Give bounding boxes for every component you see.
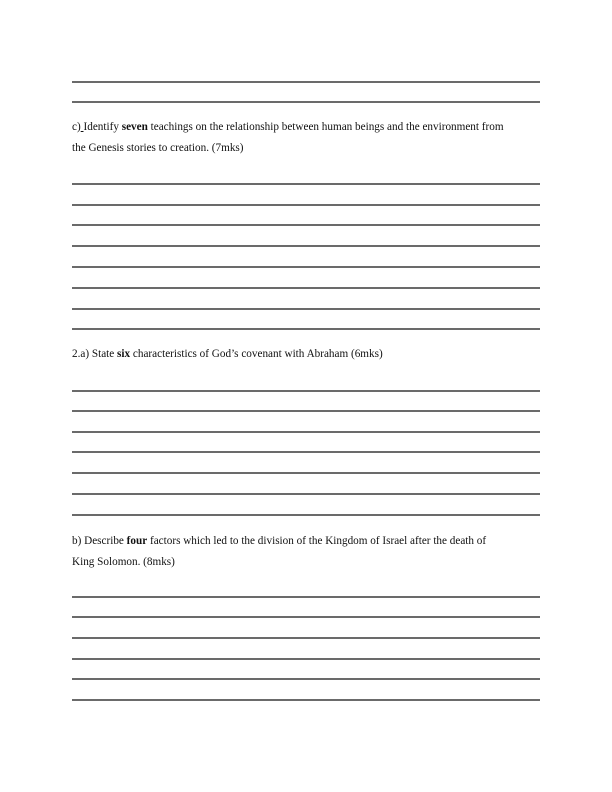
answer-line bbox=[72, 493, 540, 495]
answer-line bbox=[72, 514, 540, 516]
answer-line bbox=[72, 390, 540, 392]
answer-line bbox=[72, 183, 540, 185]
question-1c-text bbox=[72, 117, 542, 159]
answer-line bbox=[72, 410, 540, 412]
answer-line bbox=[72, 451, 540, 453]
question-2b-text bbox=[72, 531, 542, 573]
answer-line bbox=[72, 204, 540, 206]
answer-line bbox=[72, 658, 540, 660]
answer-line bbox=[72, 637, 540, 639]
answer-line bbox=[72, 678, 540, 680]
question-prefix: c) bbox=[72, 121, 81, 133]
answer-line bbox=[72, 224, 540, 226]
answer-line bbox=[72, 245, 540, 247]
question-prefix: 2.a) State bbox=[72, 348, 118, 360]
answer-line bbox=[72, 81, 540, 83]
question-2a-text bbox=[72, 344, 542, 365]
answer-line bbox=[72, 699, 540, 701]
answer-line bbox=[72, 616, 540, 618]
answer-line bbox=[72, 308, 540, 310]
answer-line bbox=[72, 431, 540, 433]
question-prefix: b) Describe bbox=[72, 535, 127, 547]
answer-line bbox=[72, 596, 540, 598]
question-text: factors which led to the division of the Kingdom of Israel after the death of bbox=[147, 535, 487, 547]
question-text: Identify bbox=[83, 121, 122, 133]
question-keyword: seven bbox=[121, 121, 148, 133]
answer-line bbox=[72, 328, 540, 330]
question-keyword: four bbox=[126, 535, 148, 547]
answer-line bbox=[72, 287, 540, 289]
answer-line bbox=[72, 266, 540, 268]
question-text: teachings on the relationship between human beings and the environment from bbox=[147, 121, 504, 133]
answer-line bbox=[72, 101, 540, 103]
question-text-line2: King Solomon. (8mks) bbox=[72, 556, 175, 568]
question-keyword: six bbox=[117, 348, 131, 360]
question-text: characteristics of God’s covenant with Abraham (6mks) bbox=[130, 348, 383, 360]
answer-line bbox=[72, 472, 540, 474]
question-text-line2: the Genesis stories to creation. (7mks) bbox=[72, 142, 244, 154]
